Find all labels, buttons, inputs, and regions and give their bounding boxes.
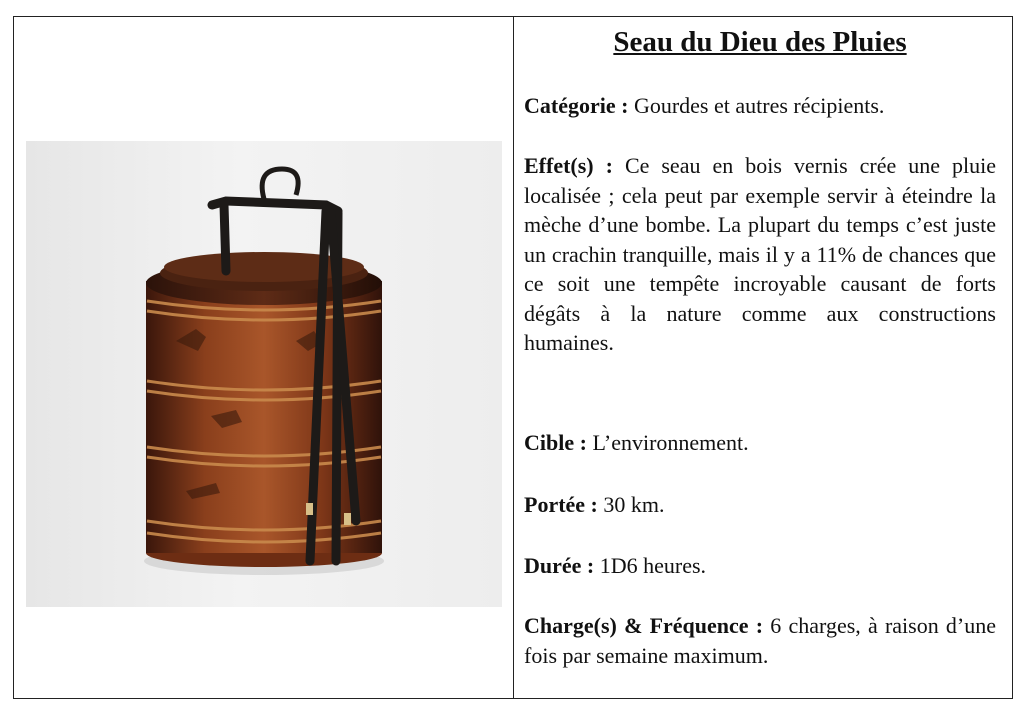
value-duree: 1D6 heures. (594, 553, 707, 578)
field-portee (524, 490, 996, 520)
item-title: Seau du Dieu des Pluies (613, 26, 907, 58)
label-effets: Effet(s) : (524, 153, 613, 178)
field-cible (524, 428, 996, 458)
value-cible: L’environnement. (586, 430, 749, 455)
value-portee: 30 km. (597, 492, 665, 517)
image-panel (14, 17, 514, 698)
label-charges: Charge(s) & Fréquence : (524, 613, 764, 638)
label-duree: Durée : (524, 553, 595, 578)
wooden-bucket-illustration (26, 141, 502, 607)
field-duree (524, 551, 996, 581)
field-effets (524, 151, 996, 358)
label-portee: Portée : (524, 492, 598, 517)
item-card (13, 16, 1013, 699)
value-effets: Ce seau en bois vernis crée une pluie localisée ; cela peut par exemple servir à éteindre la mèche d’une bombe. La plupart du temps c’est juste un crachin tranquille, mais il y a 11% de chances que ce soit une tempête incroyable causant de forts dégâts à la nature comme aux constructions humaines. (524, 153, 996, 355)
value-charges: 6 charges, à raison d’une fois par semaine maximum. (524, 613, 996, 668)
field-categorie (524, 91, 996, 121)
description-panel (514, 17, 1012, 698)
field-charges (524, 611, 996, 670)
label-categorie: Catégorie : (524, 93, 629, 118)
label-cible: Cible : (524, 430, 587, 455)
value-categorie: Gourdes et autres récipients. (628, 93, 885, 118)
bucket-photo (26, 141, 502, 607)
